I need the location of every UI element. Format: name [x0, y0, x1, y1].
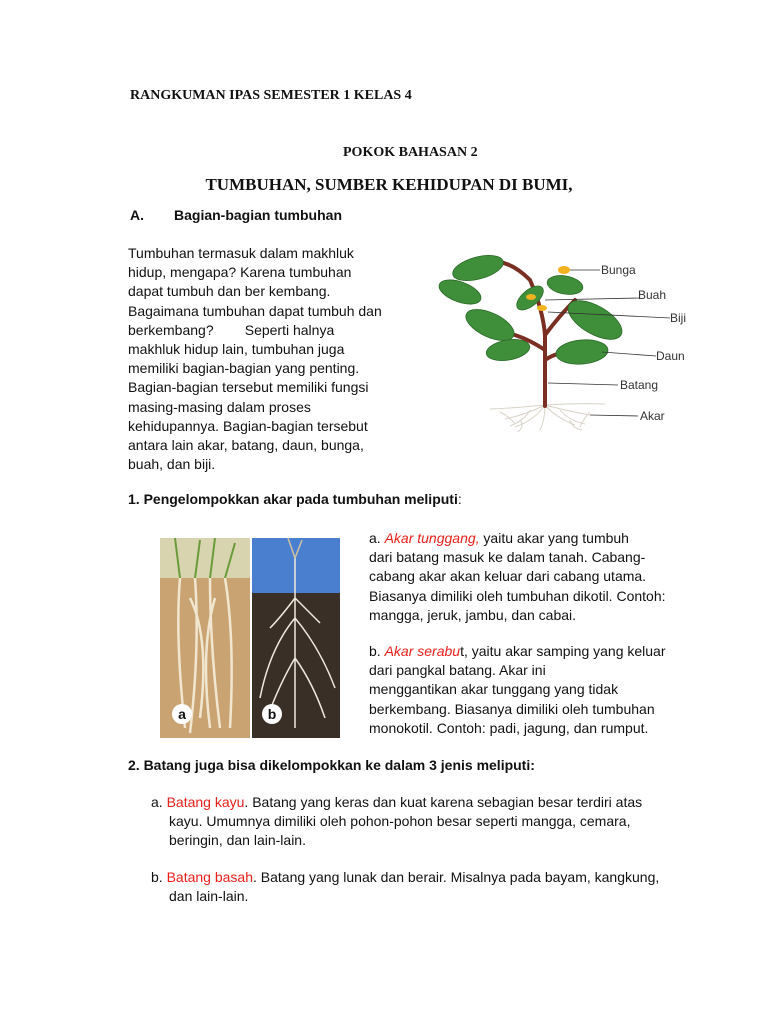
root-a-first-line — [369, 529, 709, 548]
term-akar-tunggang: Akar tunggang, — [384, 530, 480, 546]
roots-heading-text: 1. Pengelompokkan akar pada tumbuhan meliputi — [128, 491, 458, 507]
label-daun: Daun — [656, 349, 685, 363]
label-buah: Buah — [638, 288, 667, 302]
root-type-a — [369, 529, 709, 625]
photo-label-b: b — [267, 706, 277, 722]
stem-a-line: kayu. Umumnya dimiliki oleh pohon-pohon besar seperti mangga, cemara, — [169, 813, 631, 830]
root-a-line: mangga, jeruk, jambu, dan cabai. — [369, 606, 577, 623]
root-b-line: dari pangkal batang. Akar ini — [369, 662, 546, 679]
intro-line: Bagaimana tumbuhan dapat tumbuh dan — [128, 302, 382, 319]
intro-line: buah, dan biji. — [128, 456, 216, 473]
term-batang-basah: Batang basah — [166, 869, 253, 885]
list-marker: a. — [369, 530, 385, 546]
intro-line: antara lain akar, batang, daun, bunga, — [128, 437, 364, 454]
stem-a-first-line-rest: . Batang yang keras dan kuat karena sebagian besar terdiri atas — [244, 794, 643, 810]
list-marker: b. — [151, 869, 167, 885]
term-batang-kayu: Batang kayu — [166, 794, 245, 810]
subject-heading: POKOK BAHASAN 2 — [343, 145, 478, 160]
photo-label-a: a — [178, 706, 186, 722]
roots-heading-colon: : — [457, 491, 462, 507]
root-a-first-line-rest: yaitu akar yang tumbuh — [479, 530, 629, 546]
stems-heading: 2. Batang juga bisa dikelompokkan ke dalam 3 jenis meliputi: — [128, 757, 535, 773]
chapter-title: TUMBUHAN, SUMBER KEHIDUPAN DI BUMI, — [205, 175, 573, 194]
stem-type-b — [151, 868, 721, 906]
plant-leaves — [436, 251, 628, 367]
root-b-first-line — [369, 642, 709, 661]
list-marker: a. — [151, 794, 167, 810]
roots-heading — [128, 491, 462, 507]
intro-line: makhluk hidup lain, tumbuhan juga — [128, 341, 345, 358]
stem-b-first-line-rest: . Batang yang lunak dan berair. Misalnya pada bayam, kangkung, — [252, 869, 660, 885]
intro-paragraph — [128, 244, 418, 474]
term-akar-serabut: Akar serabu — [384, 643, 461, 659]
root-types-photo — [160, 538, 340, 738]
intro-line: Tumbuhan termasuk dalam makhluk — [128, 245, 354, 261]
intro-line: Bagian-bagian tersebut memiliki fungsi — [128, 379, 369, 396]
section-a-letter: A. — [130, 207, 144, 223]
photo-sky-b — [252, 538, 340, 593]
root-a-line: cabang akar akan keluar dari cabang utama. — [369, 568, 647, 585]
list-marker: b. — [369, 643, 385, 659]
label-bunga: Bunga — [601, 263, 636, 277]
intro-line: berkembang? Seperti halnya — [128, 321, 335, 338]
section-a-title: Bagian-bagian tumbuhan — [174, 207, 342, 223]
section-a-heading — [130, 207, 342, 223]
root-b-line: monokotil. Contoh: padi, jagung, dan rumput. — [369, 719, 649, 736]
label-akar: Akar — [640, 409, 665, 423]
root-type-b — [369, 642, 709, 738]
root-a-line: Biasanya dimiliki oleh tumbuhan dikotil. Contoh: — [369, 587, 666, 604]
document-title: RANGKUMAN IPAS SEMESTER 1 KELAS 4 — [130, 88, 412, 103]
intro-line: dapat tumbuh dan ber kembang. — [128, 283, 331, 300]
label-biji: Biji — [670, 311, 687, 325]
stem-a-line: beringin, dan lain-lain. — [169, 832, 306, 849]
root-b-line: menggantikan akar tunggang yang tidak — [369, 681, 619, 698]
root-b-first-line-rest: t, yaitu akar samping yang keluar — [460, 643, 666, 659]
stem-b-first-line — [151, 868, 721, 887]
plant-parts-diagram — [420, 240, 720, 452]
stem-type-a — [151, 793, 721, 851]
intro-line: memiliki bagian-bagian yang penting. — [128, 360, 360, 377]
intro-line: kehidupannya. Bagian-bagian tersebut — [128, 417, 368, 434]
plant-roots — [490, 404, 605, 432]
root-a-line: dari batang masuk ke dalam tanah. Cabang- — [369, 549, 646, 566]
root-b-line: berkembang. Biasanya dimiliki oleh tumbuhan — [369, 700, 655, 717]
stem-a-first-line — [151, 793, 721, 812]
stem-b-line: dan lain-lain. — [169, 888, 249, 905]
intro-line: masing-masing dalam proses — [128, 398, 311, 415]
intro-line: hidup, mengapa? Karena tumbuhan — [128, 264, 352, 281]
label-batang: Batang — [620, 378, 659, 392]
